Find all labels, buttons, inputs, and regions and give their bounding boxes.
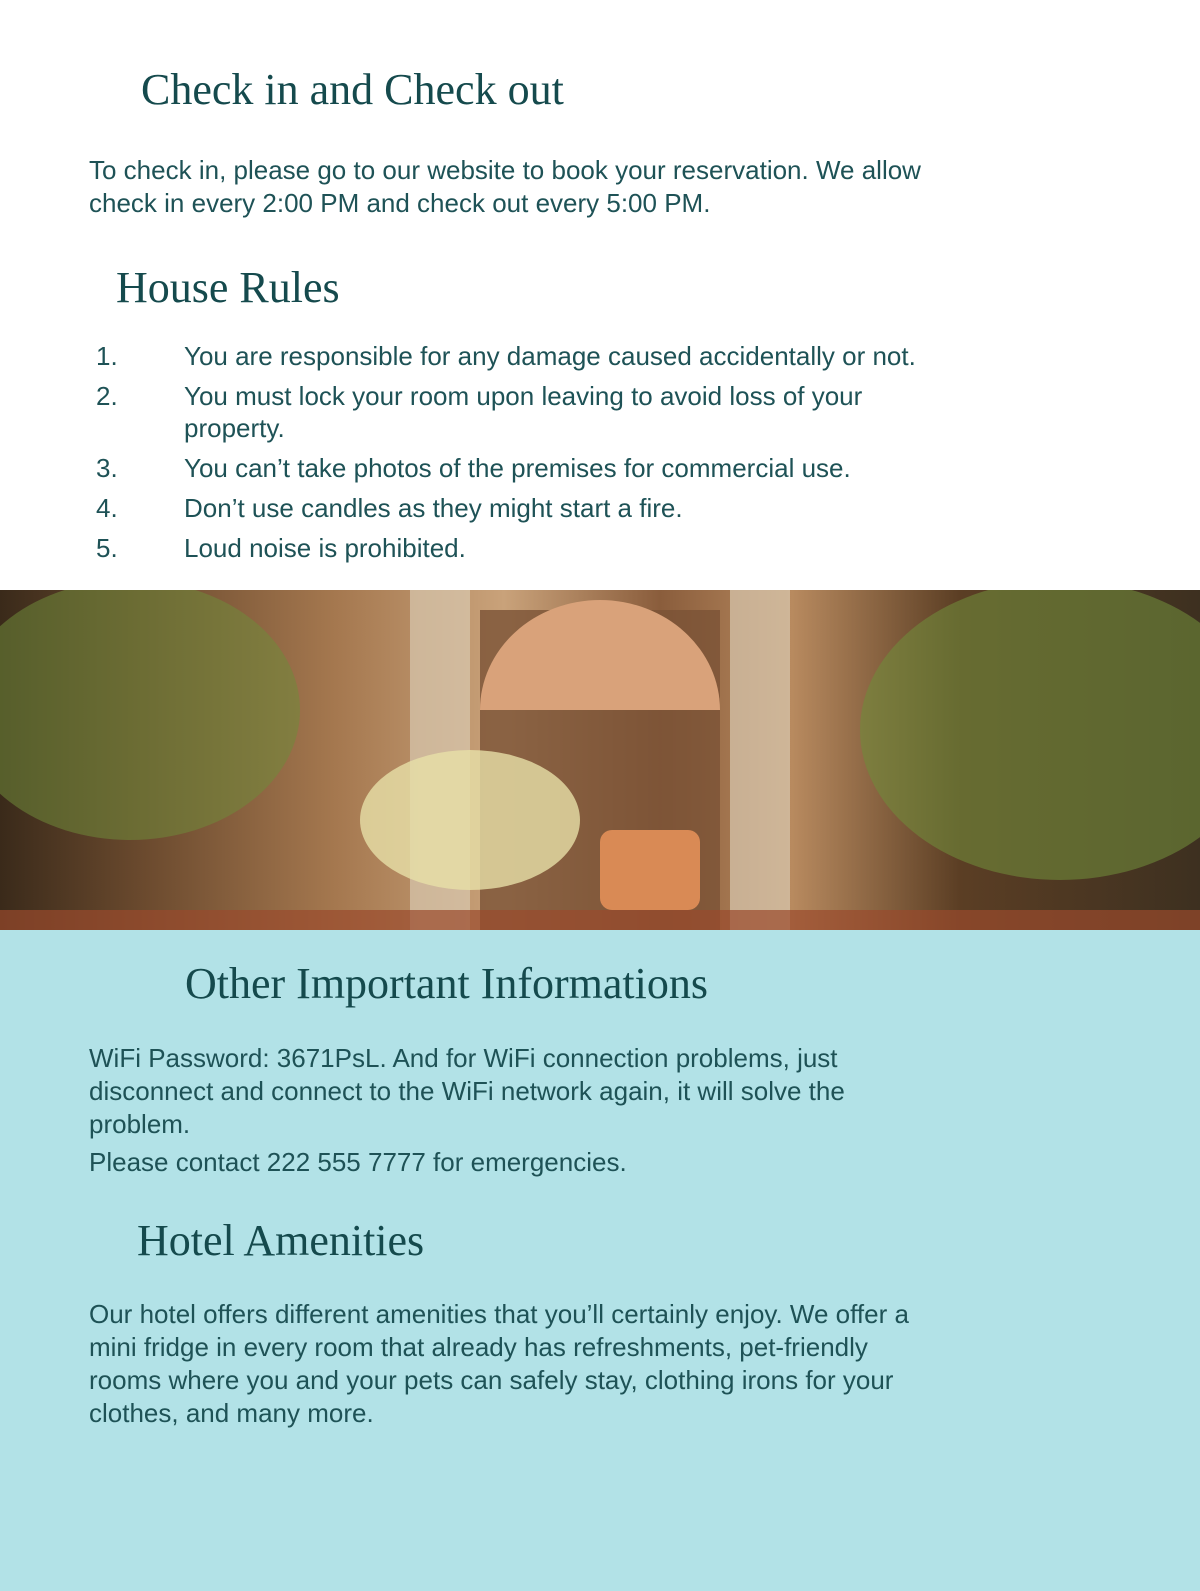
list-number: 2.	[96, 381, 118, 411]
amenities-title: Hotel Amenities	[137, 1216, 425, 1265]
hotel-lobby-photo	[0, 590, 1200, 930]
checkin-title: Check in and Check out	[141, 65, 564, 114]
list-number: 1.	[96, 341, 118, 371]
text-line: disconnect and connect to the WiFi network again, it will solve the	[89, 1076, 845, 1106]
list-item	[96, 492, 916, 524]
checkin-paragraph	[89, 154, 921, 220]
list-item	[96, 340, 916, 372]
list-text: Loud noise is prohibited.	[184, 533, 466, 563]
list-number: 3.	[96, 453, 118, 483]
list-text: You are responsible for any damage caused accidentally or not.	[184, 341, 916, 371]
list-item	[96, 452, 916, 484]
amenities-paragraph	[89, 1298, 909, 1430]
list-number: 5.	[96, 533, 118, 563]
other-info-title: Other Important Informations	[185, 959, 708, 1008]
list-number: 4.	[96, 493, 118, 523]
text-line: Our hotel offers different amenities that you’ll certainly enjoy. We offer a	[89, 1299, 909, 1329]
text-line: WiFi Password: 3671PsL. And for WiFi connection problems, just	[89, 1043, 838, 1073]
text-line: mini fridge in every room that already has refreshments, pet-friendly	[89, 1332, 868, 1362]
list-item	[96, 380, 916, 444]
text-line: To check in, please go to our website to book your reservation. We allow	[89, 155, 921, 185]
list-text: You must lock your room upon leaving to avoid loss of your	[184, 381, 863, 411]
house-rules-title: House Rules	[116, 263, 340, 312]
text-line: rooms where you and your pets can safely stay, clothing irons for your	[89, 1365, 894, 1395]
list-text: You can’t take photos of the premises for commercial use.	[184, 453, 851, 483]
wifi-paragraph	[89, 1042, 845, 1141]
text-line: problem.	[89, 1109, 191, 1139]
emergency-contact: Please contact 222 555 7777 for emergencies.	[89, 1147, 627, 1177]
house-rules-list	[96, 340, 916, 572]
text-line: clothes, and many more.	[89, 1398, 374, 1428]
list-text: Don’t use candles as they might start a fire.	[184, 493, 683, 523]
text-line: check in every 2:00 PM and check out every 5:00 PM.	[89, 188, 711, 218]
list-item	[96, 532, 916, 564]
lobby-illustration	[0, 590, 1200, 930]
list-text: property.	[184, 413, 285, 443]
